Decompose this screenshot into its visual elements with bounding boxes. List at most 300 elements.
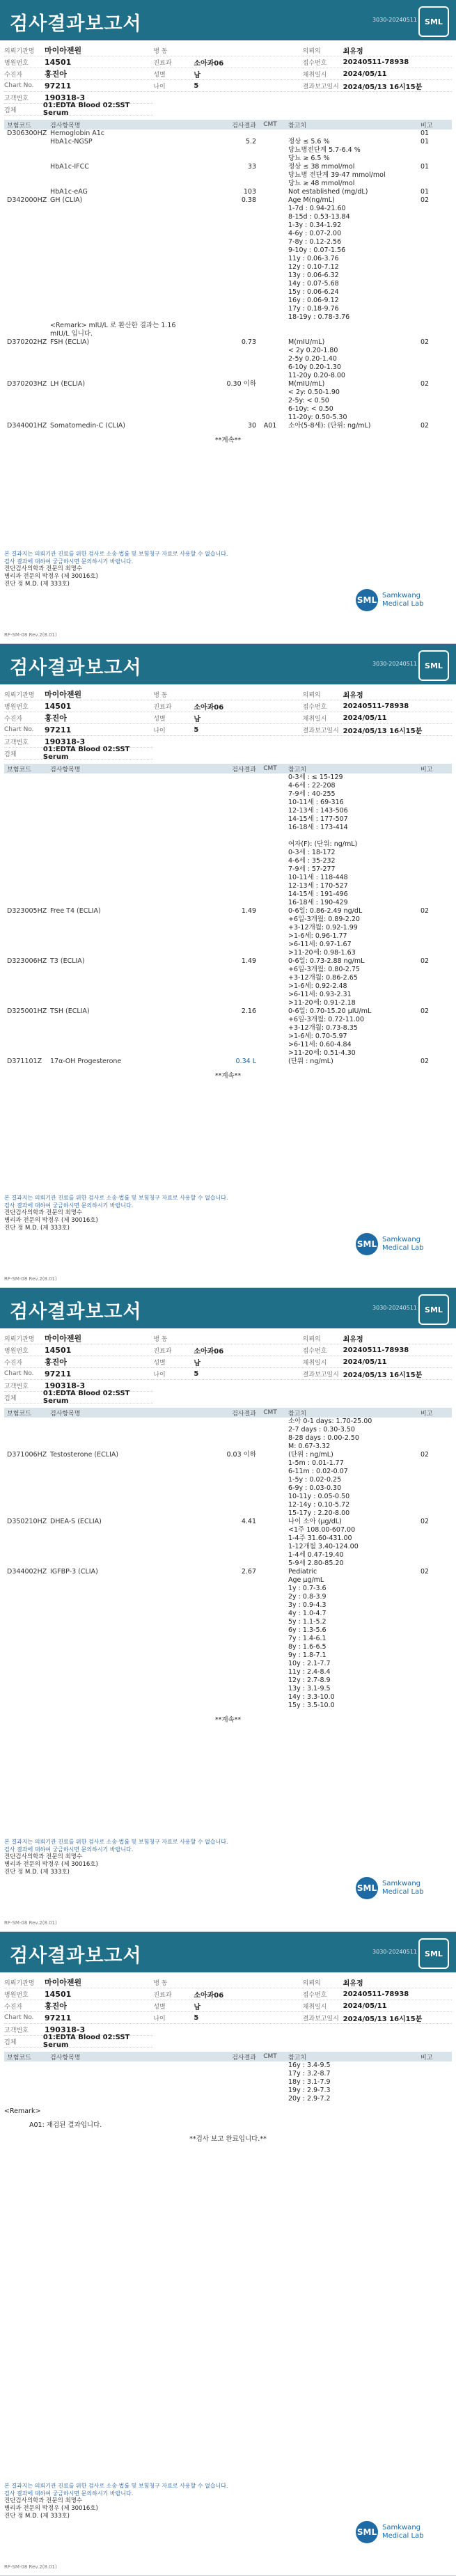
test-code — [4, 1551, 50, 1560]
test-name — [50, 171, 187, 180]
result-row — [4, 1610, 452, 1618]
test-result — [187, 129, 256, 138]
test-remark — [420, 824, 452, 832]
result-row — [4, 1024, 452, 1032]
test-comment — [256, 280, 284, 288]
result-row — [4, 1468, 452, 1476]
info-row — [4, 1356, 153, 1368]
test-name — [50, 1551, 187, 1560]
info-label: 결과보고일시 — [302, 2015, 339, 2023]
test-result — [187, 999, 256, 1007]
reference-range: 15y : 0.06-6.24 — [288, 288, 339, 296]
reference-range: >1-6세: 0.92-2.48 — [288, 982, 347, 990]
info-row — [4, 56, 153, 68]
test-remark — [420, 1459, 452, 1468]
info-value: 2024/05/11 — [343, 714, 387, 722]
patient-info-right — [303, 1977, 452, 2048]
test-remark — [420, 1560, 452, 1568]
info-value: 190318-3 — [45, 1381, 86, 1390]
result-row — [4, 221, 452, 230]
test-code — [4, 397, 50, 405]
signer-2: 병리과 전문의 박정우 (제 30016호) — [4, 1217, 98, 1224]
column-unit: CMT — [263, 2053, 277, 2060]
test-remark — [420, 246, 452, 255]
test-comment — [256, 840, 284, 849]
test-result — [187, 790, 256, 799]
test-comment — [256, 2078, 284, 2087]
result-row — [4, 138, 452, 146]
test-result — [187, 272, 256, 280]
test-comment — [256, 899, 284, 907]
test-comment — [256, 238, 284, 246]
test-remark — [420, 205, 452, 213]
test-result — [187, 932, 256, 941]
result-table — [4, 773, 452, 1066]
test-comment — [256, 221, 284, 230]
reference-range: <1주 108.00-607.00 — [288, 1526, 356, 1534]
result-row — [4, 380, 452, 388]
lab-subname: Medical Lab — [382, 600, 424, 608]
reference-range: 15y : 3.5-10.0 — [288, 1702, 335, 1709]
info-value: 190318-3 — [45, 737, 86, 746]
lab-logo-icon: SML — [418, 650, 449, 681]
test-comment — [256, 874, 284, 882]
test-code: D342000HZ — [7, 196, 47, 204]
test-result — [187, 1417, 256, 1426]
info-row — [303, 2012, 452, 2024]
result-row — [4, 2061, 452, 2070]
test-code — [4, 146, 50, 155]
test-code — [4, 272, 50, 280]
lab-brand — [356, 1230, 439, 1258]
reference-range: 1-5y : 0.02-0.25 — [288, 1476, 342, 1484]
info-value: 홍진아 — [45, 70, 67, 79]
test-name — [50, 2078, 187, 2087]
column-result: 검사결과 — [232, 1410, 256, 1417]
info-value: 190318-3 — [45, 93, 86, 102]
result-row — [4, 1601, 452, 1610]
notice-text: 본 결과지는 의뢰기관 진료를 위한 검사로 소송·법률 및 보험청구 자료로 사용할 수 없습니다. — [4, 1839, 228, 1845]
column-result: 검사결과 — [232, 766, 256, 773]
info-value: 2024/05/11 — [343, 1358, 387, 1366]
result-row — [4, 916, 452, 924]
notice-text: 본 결과지는 의뢰기관 진료를 위한 검사로 소송·법률 및 보험청구 자료로 사용할 수 없습니다. — [4, 1195, 228, 1201]
test-comment — [256, 1601, 284, 1610]
result-row — [4, 899, 452, 907]
test-comment — [256, 129, 284, 138]
result-row — [4, 1585, 452, 1593]
info-row — [303, 1988, 452, 2000]
result-row — [4, 171, 452, 180]
test-comment — [256, 824, 284, 832]
test-name — [50, 1509, 187, 1518]
info-value: 마이아젠원 — [45, 1334, 82, 1343]
reference-range — [284, 832, 420, 840]
test-remark — [420, 397, 452, 405]
info-label: 수진자 — [4, 71, 23, 79]
test-result — [187, 1534, 256, 1543]
test-remark — [420, 1434, 452, 1443]
test-code — [4, 1032, 50, 1041]
reference-range: 6-10y: < 0.50 — [288, 405, 333, 413]
test-result — [187, 1049, 256, 1058]
info-value: 마이아젠원 — [45, 690, 82, 699]
test-result — [187, 255, 256, 263]
test-name: 17α-OH Progesterone — [50, 1058, 122, 1065]
reference-range: +6일-3개월: 0.80-2.75 — [288, 966, 360, 973]
test-comment — [256, 205, 284, 213]
test-code — [4, 1016, 50, 1024]
test-name — [50, 1426, 187, 1434]
report-page — [0, 1288, 456, 1932]
test-remark — [420, 1526, 452, 1534]
test-comment — [256, 941, 284, 949]
report-header-bar — [0, 0, 456, 40]
test-remark — [420, 1610, 452, 1618]
info-label: 의뢰기관명 — [4, 47, 35, 55]
test-remark — [420, 832, 452, 840]
info-label: 검체 — [4, 107, 17, 114]
patient-info-left — [4, 1977, 153, 2048]
test-name — [50, 941, 187, 949]
info-row — [153, 1356, 302, 1368]
test-result — [187, 982, 256, 991]
result-row — [4, 1426, 452, 1434]
reference-range: 12y : 2.7-8.9 — [288, 1676, 331, 1684]
reference-range: 9y : 1.8-7.1 — [288, 1651, 327, 1659]
reference-range — [284, 129, 420, 138]
column-name: 검사항목명 — [50, 766, 81, 773]
test-name — [50, 1032, 187, 1041]
lab-name-block — [382, 2524, 424, 2540]
result-row — [4, 1568, 452, 1576]
test-comment — [256, 246, 284, 255]
reference-range: 16-18세 : 190-429 — [288, 899, 348, 906]
reference-range: 1-5m : 0.01-1.77 — [288, 1459, 344, 1467]
info-row — [153, 80, 302, 92]
test-result — [187, 865, 256, 874]
test-name: LH (ECLIA) — [50, 380, 86, 388]
test-comment — [256, 974, 284, 982]
info-label: 성별 — [153, 715, 166, 723]
result-row — [4, 288, 452, 297]
info-label: 의뢰의 — [302, 691, 321, 699]
test-result — [187, 1468, 256, 1476]
doc-code: 3030-20240511 — [372, 1949, 417, 1955]
info-label: 수진자 — [4, 2003, 23, 2011]
result-row — [4, 238, 452, 246]
test-code — [4, 1626, 50, 1635]
test-name — [50, 1534, 187, 1543]
test-code — [4, 882, 50, 890]
test-remark: 01 — [420, 129, 430, 137]
test-remark — [420, 1468, 452, 1476]
test-remark — [420, 146, 452, 155]
test-result — [187, 347, 256, 355]
test-code — [4, 815, 50, 824]
reference-range: 18y : 3.1-7.9 — [288, 2078, 331, 2086]
info-value: 소아과06 — [194, 59, 224, 68]
test-name — [50, 213, 187, 221]
result-row — [4, 196, 452, 205]
reference-range: 7y : 1.4-6.1 — [288, 1635, 327, 1642]
test-code — [4, 824, 50, 832]
info-value: 소아과06 — [194, 703, 224, 712]
test-comment — [256, 1426, 284, 1434]
info-label: 나이 — [153, 83, 166, 91]
patient-info-middle — [153, 45, 302, 116]
lab-logo-icon: SML — [418, 6, 449, 37]
reference-range: 정상 ≤ 5.6 % — [288, 138, 330, 146]
notice-text-2: 검사 결과에 대하여 궁금하시면 문의하시기 바랍니다. — [4, 2490, 134, 2497]
test-name — [50, 832, 187, 840]
info-label: 채취일시 — [302, 715, 327, 723]
test-result — [187, 213, 256, 221]
info-row — [4, 1333, 153, 1344]
report-header-bar — [0, 1932, 456, 1972]
reference-range: 19y : 2.9-7.3 — [288, 2087, 331, 2094]
test-result — [187, 1585, 256, 1593]
test-name: Free T4 (ECLIA) — [50, 907, 101, 915]
result-row — [4, 305, 452, 313]
result-row — [4, 1643, 452, 1651]
reference-range: Not established (mg/dL) — [288, 188, 368, 196]
test-comment — [256, 1058, 284, 1066]
test-remark — [420, 414, 452, 422]
reference-range: 7-8y : 0.12-2.56 — [288, 238, 342, 246]
reference-range: 2-7 days : 0.30-3.50 — [288, 1426, 355, 1434]
info-value: 5 — [194, 2013, 199, 2022]
test-code — [4, 832, 50, 840]
reference-range: >11-20세: 0.51-4.30 — [288, 1049, 356, 1057]
result-row — [4, 230, 452, 238]
column-header — [4, 764, 452, 773]
test-comment — [256, 1702, 284, 1710]
test-name — [50, 807, 187, 815]
test-name — [50, 999, 187, 1007]
reference-range: 7-9세 : 57-277 — [288, 865, 336, 873]
result-row — [4, 924, 452, 932]
column-remark: 비고 — [420, 122, 433, 129]
test-name — [50, 2095, 187, 2103]
test-comment — [256, 263, 284, 272]
result-row — [4, 347, 452, 355]
result-row — [4, 272, 452, 280]
test-code — [4, 1576, 50, 1585]
reference-range: 여자(F): (단위: ng/mL) — [288, 840, 358, 848]
info-label: 고객번호 — [4, 95, 29, 102]
test-code — [4, 840, 50, 849]
test-remark: 02 — [420, 907, 430, 915]
test-name — [50, 255, 187, 263]
test-remark — [420, 280, 452, 288]
column-name: 검사항목명 — [50, 2054, 81, 2061]
test-name: HbA1c-IFCC — [50, 163, 89, 171]
test-result — [187, 230, 256, 238]
result-row — [4, 280, 452, 288]
column-header — [4, 2052, 452, 2061]
test-result: 0.03 이하 — [226, 1451, 256, 1459]
test-remark: 01 — [420, 188, 430, 196]
result-row — [4, 991, 452, 999]
test-name — [50, 1024, 187, 1032]
test-name — [50, 1618, 187, 1626]
test-result — [187, 2061, 256, 2070]
test-code — [4, 355, 50, 363]
test-code — [4, 1526, 50, 1534]
test-remark: 02 — [420, 380, 430, 388]
report-title: 검사결과보고서 — [10, 1301, 142, 1323]
test-result — [187, 924, 256, 932]
test-code — [4, 205, 50, 213]
test-name — [50, 355, 187, 363]
sml-logo-icon: SML — [356, 2521, 378, 2543]
test-remark — [420, 1660, 452, 1668]
result-row — [4, 1484, 452, 1493]
test-result — [187, 782, 256, 790]
info-row — [153, 56, 302, 68]
result-row — [4, 999, 452, 1007]
test-result — [187, 874, 256, 882]
test-comment — [256, 1016, 284, 1024]
test-comment — [256, 1417, 284, 1426]
remark-title: <Remark> — [4, 2107, 41, 2115]
test-code — [4, 982, 50, 991]
result-row — [4, 824, 452, 832]
result-row — [4, 213, 452, 221]
test-remark — [420, 1049, 452, 1058]
info-row — [153, 1988, 302, 2000]
lab-brand — [356, 1874, 439, 1902]
info-label: 접수번호 — [302, 1991, 327, 1999]
test-name — [50, 1443, 187, 1451]
signer-2: 병리과 전문의 박정우 (제 30016호) — [4, 573, 98, 580]
notice-text-2: 검사 결과에 대하여 궁금하시면 문의하시기 바랍니다. — [4, 1202, 134, 1209]
test-result — [187, 1493, 256, 1501]
test-result — [187, 297, 256, 305]
info-value: 남 — [194, 1359, 201, 1367]
lab-name: Samkwang — [382, 1880, 420, 1887]
column-remark: 비고 — [420, 766, 433, 773]
info-value: 14501 — [45, 57, 72, 67]
test-name — [50, 949, 187, 957]
column-unit: CMT — [263, 1409, 277, 1416]
test-result — [187, 1016, 256, 1024]
test-name — [50, 347, 187, 355]
info-label: 접수번호 — [302, 1347, 327, 1355]
test-name — [50, 1476, 187, 1484]
reference-range: M(mIU/mL) — [288, 380, 325, 388]
test-result — [187, 1443, 256, 1451]
test-remark — [420, 263, 452, 272]
test-code — [4, 313, 50, 322]
test-comment — [256, 338, 284, 347]
test-name — [50, 263, 187, 272]
test-name — [50, 372, 187, 380]
test-remark: 01 — [420, 163, 430, 171]
info-row — [303, 712, 452, 724]
test-remark — [420, 272, 452, 280]
test-name: HbA1c-eAG — [50, 188, 88, 196]
test-name — [50, 790, 187, 799]
column-name: 검사항목명 — [50, 122, 81, 129]
test-comment — [256, 999, 284, 1007]
test-remark — [420, 1676, 452, 1685]
test-comment — [256, 1626, 284, 1635]
notice-text: 본 결과지는 의뢰기관 진료를 위한 검사로 소송·법률 및 보험청구 자료로 사용할 수 없습니다. — [4, 2483, 228, 2489]
reference-range: 4-6세 : 22-208 — [288, 782, 336, 790]
info-value: 5 — [194, 1369, 199, 1378]
info-value: 2024/05/13 16시15분 — [343, 83, 423, 91]
result-row — [4, 255, 452, 263]
info-label: 의뢰의 — [302, 47, 321, 55]
test-result: 103 — [243, 188, 256, 196]
info-row — [153, 712, 302, 724]
test-comment — [256, 1635, 284, 1643]
test-name — [50, 1643, 187, 1651]
reference-range: 12-13세 : 170-527 — [288, 882, 348, 890]
test-comment — [256, 372, 284, 380]
result-row — [4, 1702, 452, 1710]
test-comment — [256, 1576, 284, 1585]
test-comment — [256, 1024, 284, 1032]
test-remark: 02 — [420, 1451, 430, 1459]
test-result — [187, 857, 256, 865]
test-remark — [420, 773, 452, 782]
info-row — [303, 1344, 452, 1356]
test-remark — [420, 221, 452, 230]
test-code — [4, 899, 50, 907]
patient-info-middle — [153, 1333, 302, 1404]
reference-range: 17y : 0.18-9.76 — [288, 305, 339, 313]
info-row — [4, 80, 153, 92]
test-comment — [256, 907, 284, 916]
test-remark — [420, 899, 452, 907]
test-result: 5.2 — [245, 138, 256, 146]
test-comment — [256, 1007, 284, 1016]
test-name — [50, 313, 187, 322]
test-remark — [420, 288, 452, 297]
test-result — [187, 1610, 256, 1618]
test-code — [4, 1660, 50, 1668]
test-result — [187, 355, 256, 363]
test-code — [4, 388, 50, 397]
test-result — [187, 221, 256, 230]
test-remark — [420, 782, 452, 790]
reference-range: (단위 : ng/mL) — [288, 1058, 333, 1065]
report-page — [0, 1932, 456, 2576]
result-row — [4, 840, 452, 849]
reference-range: 8-15d : 0.53-13.84 — [288, 213, 350, 221]
test-name — [50, 1468, 187, 1476]
test-remark — [420, 388, 452, 397]
test-comment — [256, 924, 284, 932]
test-remark — [420, 1643, 452, 1651]
info-label: 의뢰의 — [302, 1979, 321, 1987]
test-comment — [256, 890, 284, 899]
info-label: 수진자 — [4, 1359, 23, 1367]
info-row — [303, 80, 452, 92]
test-remark — [420, 171, 452, 180]
reference-range: 2-5y: < 0.50 — [288, 397, 329, 405]
reference-range: >1-6세: 0.70-5.97 — [288, 1032, 347, 1040]
test-code — [4, 1501, 50, 1509]
info-label: 성별 — [153, 1359, 166, 1367]
test-code: D350210HZ — [7, 1518, 47, 1525]
test-result — [187, 1560, 256, 1568]
result-row — [4, 807, 452, 815]
info-label: 접수번호 — [302, 59, 327, 67]
